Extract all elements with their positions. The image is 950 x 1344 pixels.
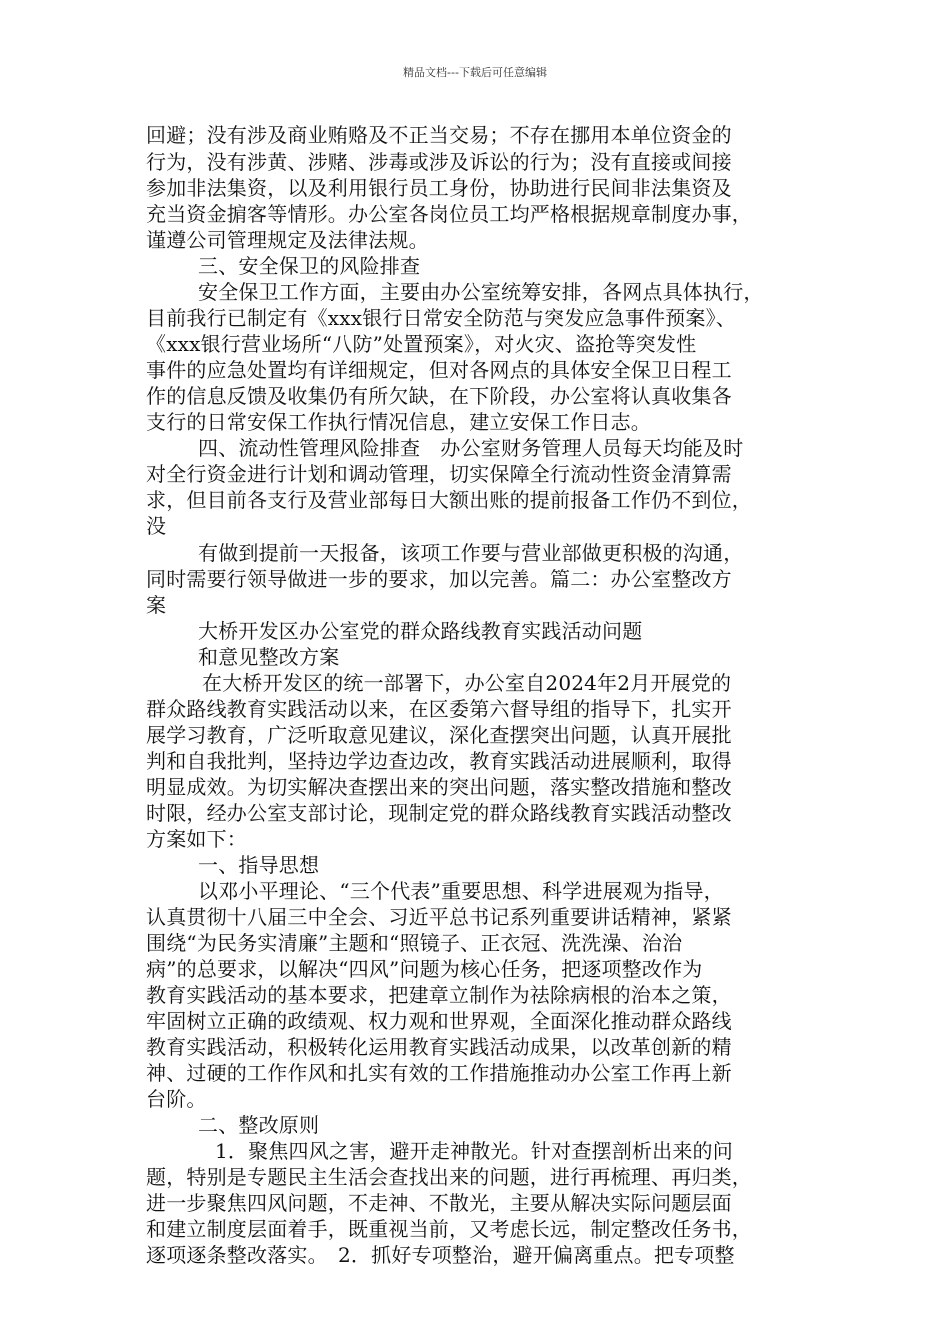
text-line: 回避；没有涉及商业贿赂及不正当交易；不存在挪用本单位资金的	[146, 123, 732, 147]
text-line: 没	[146, 514, 167, 538]
text-line: 逐项逐条整改落实。 2．抓好专项整治，避开偏离重点。把专项整	[146, 1243, 735, 1267]
text-line: 谨遵公司管理规定及法律法规。	[146, 228, 429, 252]
text-line: 案	[146, 593, 167, 617]
text-line: 认真贯彻十八届三中全会、习近平总书记系列重要讲话精神，紧紧	[146, 905, 732, 929]
text-line: 《xxx银行营业场所“八防”处置预案》，对火灾、盗抢等突发性	[146, 332, 697, 356]
text-line: 四、流动性管理风险排查 办公室财务管理人员每天均能及时	[198, 436, 744, 460]
text-line: 求，但目前各支行及营业部每日大额出账的提前报备工作仍不到位，	[146, 488, 752, 512]
text-line: 大桥开发区办公室党的群众路线教育实践活动问题	[198, 619, 643, 643]
text-line: 作的信息反馈及收集仍有所欠缺，在下阶段，办公室将认真收集各	[146, 384, 732, 408]
text-line: 明显成效。为切实解决查摆出来的突出问题，落实整改措施和整改	[146, 775, 732, 799]
text-line: 方案如下：	[146, 827, 247, 851]
text-line: 三、安全保卫的风险排查	[198, 254, 421, 278]
page-header: 精品文档---下载后可任意编辑	[403, 66, 547, 79]
text-line: 安全保卫工作方面，主要由办公室统筹安排，各网点具体执行，	[198, 280, 764, 304]
text-line: 判和自我批判，坚持边学边查边改，教育实践活动进展顺利，取得	[146, 749, 732, 773]
text-line: 目前我行已制定有《xxx银行日常安全防范与突发应急事件预案》、	[146, 306, 737, 330]
text-line: 对全行资金进行计划和调动管理，切实保障全行流动性资金清算需	[146, 462, 732, 486]
text-line: 充当资金掮客等情形。办公室各岗位员工均严格根据规章制度办事，	[146, 202, 752, 226]
text-line: 时限，经办公室支部讨论，现制定党的群众路线教育实践活动整改	[146, 801, 732, 825]
text-line: 围绕“为民务实清廉”主题和“照镜子、正衣冠、洗洗澡、治治	[146, 931, 683, 955]
text-line: 展学习教育，广泛听取意见建议，深化查摆突出问题，认真开展批	[146, 723, 732, 747]
text-line: 同时需要行领导做进一步的要求，加以完善。篇二：办公室整改方	[146, 567, 732, 591]
text-line: 病”的总要求，以解决“四风”问题为核心任务，把逐项整改作为	[146, 957, 703, 981]
text-line: 进一步聚焦四风问题，不走神、不散光，主要从解决实际问题层面	[146, 1191, 732, 1215]
text-line: 二、整改原则	[198, 1113, 320, 1137]
text-line: 一、指导思想	[198, 853, 320, 877]
text-line: 有做到提前一天报备，该项工作要与营业部做更积极的沟通，	[198, 541, 744, 565]
text-line: 教育实践活动的基本要求，把建章立制作为祛除病根的治本之策，	[146, 983, 732, 1007]
text-line: 牢固树立正确的政绩观、权力观和世界观，全面深化推动群众路线	[146, 1009, 732, 1033]
text-line: 支行的日常安保工作执行情况信息，建立安保工作日志。	[146, 410, 651, 434]
text-line: 神、过硬的工作作风和扎实有效的工作措施推动办公室工作再上新	[146, 1061, 732, 1085]
text-line: 群众路线教育实践活动以来，在区委第六督导组的指导下，扎实开	[146, 697, 732, 721]
text-line: 题，特别是专题民主生活会查找出来的问题，进行再梳理、再归类，	[146, 1165, 752, 1189]
text-line: 在大桥开发区的统一部署下，办公室自2024年2月开展党的	[202, 671, 732, 695]
text-line: 以邓小平理论、“三个代表”重要思想、科学进展观为指导，	[198, 879, 724, 903]
text-line: 行为，没有涉黄、涉赌、涉毒或涉及诉讼的行为；没有直接或间接	[146, 150, 732, 174]
text-line: 和意见整改方案	[198, 645, 340, 669]
text-line: 教育实践活动，积极转化运用教育实践活动成果，以改革创新的精	[146, 1035, 732, 1059]
text-line: 和建立制度层面着手，既重视当前，又考虑长远，制定整改任务书，	[146, 1217, 752, 1241]
text-line: 参加非法集资，以及利用银行员工身份，协助进行民间非法集资及	[146, 176, 732, 200]
text-line: 1．聚焦四风之害，避开走神散光。针对查摆剖析出来的问	[215, 1139, 733, 1163]
text-line: 台阶。	[146, 1087, 207, 1111]
text-line: 事件的应急处置均有详细规定，但对各网点的具体安全保卫日程工	[146, 358, 732, 382]
